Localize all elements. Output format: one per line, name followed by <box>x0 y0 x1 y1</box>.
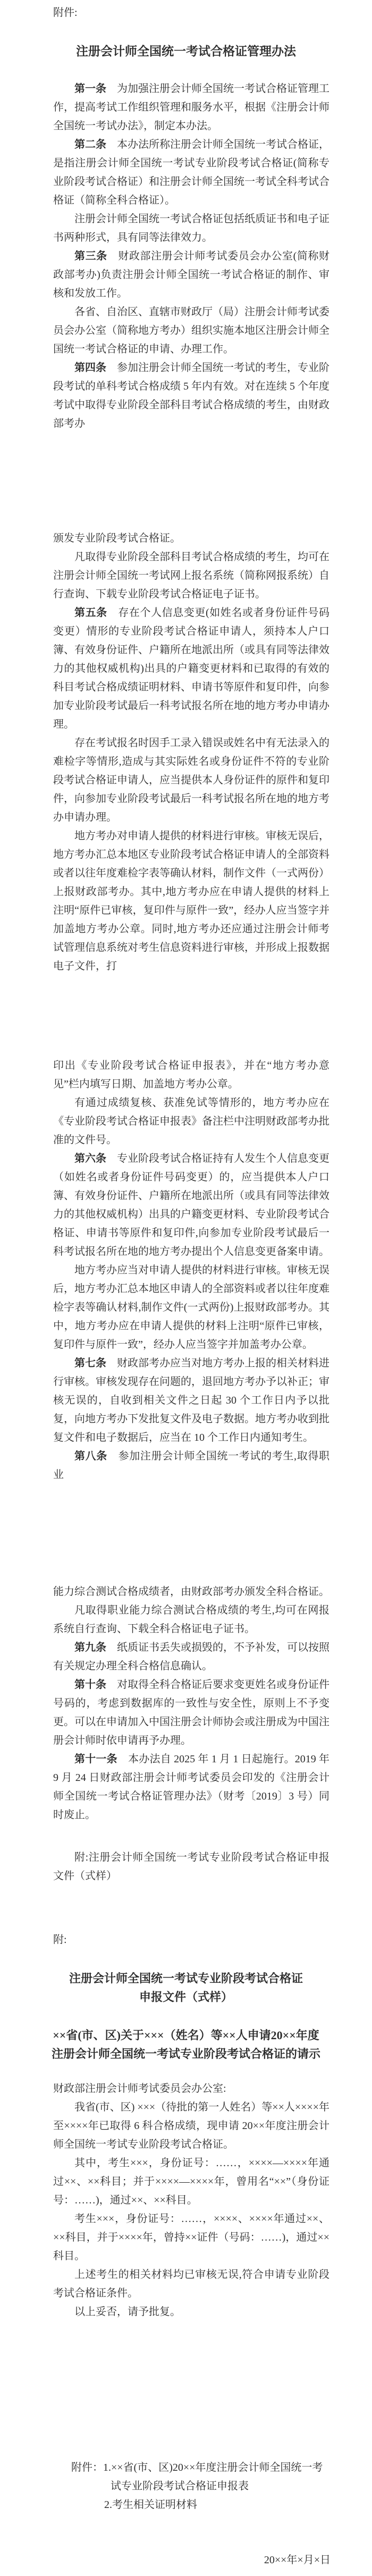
attachment-label: 附件: <box>53 7 78 19</box>
paragraph-text: 各省、自治区、直辖市财政厅（局）注册会计师考试委员会办公室（简称地方考办）组织实施本地区注册会计师全国统一考试合格证的申请、办理工作。 <box>53 306 329 355</box>
sample-title-line1: 注册会计师全国统一考试专业阶段考试合格证 <box>69 1972 303 1985</box>
paragraph-text: 凡取得专业阶段全部科目考试合格成绩的考生，均可在注册会计师全国统一考试网上报名系统（简称网报系统）自行查询、下载专业阶段考试合格证电子证书。 <box>53 551 329 600</box>
article-number-label: 第四条 <box>74 362 117 374</box>
paragraph: 上述考生的相关材料均已审核无误,符合申请专业阶段考试合格证条件。 <box>53 2269 329 2299</box>
article-number-label: 第三条 <box>74 250 119 262</box>
paragraph-text: 参加注册会计师全国统一考试的考生,取得职业 <box>53 1450 330 1481</box>
paragraph <box>53 1261 329 1354</box>
paragraph <box>53 1750 329 1825</box>
paragraph <box>53 210 329 247</box>
paragraph <box>53 1601 329 1638</box>
article-number-label: 第九条 <box>74 1642 117 1653</box>
paragraph-text: 专业阶段考试合格证持有人发生个人信息变更（如姓名或者身份证件号码变更）的，应当提供本人户口簿、有效身份证件、户籍所在地派出所（或具有同等法律效力的其他权威机构）出具的户籍变更材料、专业阶段考试合格证、申请书等原件和复印件,向参加专业阶段考试最后一科考试报名所在地的地方考办提出个人信息变更备案申请。 <box>53 1153 329 1257</box>
sample-attachment-label: 附: <box>53 1934 67 1946</box>
paragraph-text: 财政部考办应当对地方考办上报的相关材料进行审核。审核发现存在问题的，退回地方考办予以补正；审核无误的，自收到相关文件之日起 30 个工作日内予以批复，向地方考办下发批复文件及电子数据。地方考办收到批复文件和电子数据后，应当在 10 个工作日内通知考生。 <box>53 1357 329 1443</box>
paragraph-text: 存在考试报名时因手工录入错误或姓名中有无法录入的难检字等情形,造成与其实际姓名或身份证件不符的专业阶段考试合格证申请人，应当提供本人身份证件的原件和复印件，向参加专业阶段考试最后一科考试报名所在地的地方考办申请办理。 <box>53 737 329 823</box>
paragraph-text: 注册会计师全国统一考试合格证包括纸质证书和电子证书两种形式，具有同等法律效力。 <box>53 213 329 243</box>
regulation-page3 <box>53 1057 329 1484</box>
article-number-label: 第一条 <box>74 83 117 95</box>
article-number-label: 第六条 <box>74 1153 117 1164</box>
paragraph-text: 为加强注册会计师全国统一考试合格证管理工作，提高考试工作组织管理和服务水平，根据《注册会计师全国统一考试办法》，制定本办法。 <box>53 83 329 132</box>
enclosure-item: 附件：1.××省(市、区)20××年度注册会计师全国统一考试专业阶段考试合格证申报表 <box>71 2462 323 2492</box>
paragraph-text: 颁发专业阶段考试合格证。 <box>53 533 181 544</box>
sample-subtitle <box>32 2026 340 2063</box>
salutation: 财政部注册会计师考试委员会办公室: <box>53 2083 226 2094</box>
regulation-page4 <box>53 1583 329 1886</box>
paragraph <box>53 1583 329 1601</box>
paragraph <box>53 1094 329 1150</box>
article-number-label: 第八条 <box>74 1450 119 1462</box>
paragraph: 考生×××，身份证号：……，××××、××××年通过××、××科目，并于××××年，曾持××证件（号码：……)，通过××科目。 <box>53 2213 329 2262</box>
paragraph <box>53 1638 329 1676</box>
paragraph-text: 本办法自 2025 年 1 月 1 日起施行。2019 年 9 月 24 日财政部注册会计师考试委员会印发的《注册会计师全国统一考试合格证管理办法》（财考〔2019〕3 号）同时废止。 <box>53 1753 330 1821</box>
sample-subtitle-line1: ××省(市、区)关于×××（姓名）等××人申请20××年度 <box>53 2029 319 2042</box>
paragraph <box>53 734 329 827</box>
sample-title <box>32 1969 340 2006</box>
paragraph-text: 对取得全科合格证后要求变更姓名或身份证件号码的，考虑到数据库的一致性与安全性，原则上不予变更。可以在申请加入中国注册会计师协会或注册成为中国注册会计师时依申请再予办理。 <box>53 1679 329 1746</box>
paragraph-text: 存在个人信息变更(如姓名或者身份证件号码变更）情形的专业阶段考试合格证申请人，须持本人户口簿、有效身份证件、户籍所在地派出所（或具有同等法律效力的其他权威机构)出具的户籍变更材料和已取得的有效的科目考试合格成绩证明材料、申请书等原件和复印件，向参加专业阶段考试最后一科考试报名所在地的地方考办申请办理。 <box>53 607 329 730</box>
paragraph <box>53 827 329 976</box>
article-number-label: 第五条 <box>74 607 119 619</box>
paragraph-text: 地方考办对申请人提供的材料进行审核。审核无误后，地方考办汇总本地区专业阶段考试合格证申请人的全部资料或者以往年度难检字表等确认材料，制作文件（一式两份）上报财政部考办。其中,地方考办应在申请人提供的材料上注明“原件已审核，复印件与原件一致”，经办人应当签字并加盖地方考办公章。同时,地方考办还应通过注册会计师考试管理信息系统对考生信息资料进行审核，并形成上报数据电子文件，打 <box>53 830 329 972</box>
article-number-label: 第十条 <box>74 1679 117 1691</box>
paragraph <box>53 359 329 433</box>
enclosure-item: 2.考生相关证明材料 <box>104 2499 197 2511</box>
paragraph <box>53 303 329 359</box>
paragraph <box>53 1150 329 1261</box>
paragraph-text: 纸质证书丢失或损毁的，不予补发，可以按照有关规定办理全科合格信息确认。 <box>53 1642 329 1672</box>
paragraph: 我省(市、区) ×××（待批的第一人姓名）等××人××××年至××××年已取得 6 科合格成绩，现申请 20××年度注册会计师全国统一考试专业阶段考试合格证。 <box>53 2101 329 2150</box>
paragraph <box>53 136 329 210</box>
sample-title-line2: 申报文件（式样） <box>139 1990 233 2004</box>
sample-subtitle-line2: 注册会计师全国统一考试专业阶段考试合格证的请示 <box>51 2047 320 2060</box>
paragraph: 其中，考生×××，身份证号：……，××××—××××年通过××、××科目；并于××××—××××年，曾用名“××”（身份证号：……)，通过××、××科目。 <box>53 2157 329 2206</box>
paragraph-text: 本办法所称注册会计师全国统一考试合格证，是指注册会计师全国统一考试专业阶段考试合格证(简称专业阶段考试合格证）和注册会计师全国统一考试全科考试合格证（简称全科合格证）。 <box>53 139 329 206</box>
regulation-page2 <box>53 529 329 976</box>
paragraph <box>53 1676 329 1750</box>
article-number-label: 第二条 <box>74 139 117 150</box>
document-date: 20××年×月×日 <box>264 2554 331 2566</box>
paragraph-text: 凡取得职业能力综合测试合格成绩的考生,均可在网报系统自行查询、下载全科合格证电子证书。 <box>53 1604 329 1635</box>
article-number-label: 第七条 <box>74 1357 117 1369</box>
paragraph: 以上妥否，请予批复。 <box>74 2306 181 2318</box>
paragraph <box>53 247 329 303</box>
paragraph-text: 财政部注册会计师考试委员会办公室(简称财政部考办)负责注册会计师全国统一考试合格证的制作、审核和发放工作。 <box>53 250 329 299</box>
appendix-reference <box>53 1848 329 1886</box>
paragraph-text: 有通过成绩复核、获准免试等情形的，地方考办应在《专业阶段考试合格证申报表》备注栏中注明财政部考办批准的文件号。 <box>53 1097 329 1146</box>
enclosure-list <box>71 2459 329 2514</box>
paragraph <box>53 80 329 136</box>
sample-body <box>53 2080 329 2321</box>
paragraph-text: 能力综合测试合格成绩者，由财政部考办颁发全科合格证。 <box>53 1586 329 1598</box>
paragraph <box>53 1354 329 1447</box>
regulation-title: 注册会计师全国统一考试合格证管理办法 <box>76 45 296 58</box>
paragraph-text: 印出《专业阶段考试合格证申报表》，并在“地方考办意见”栏内填写日期、加盖地方考办公章。 <box>53 1060 329 1090</box>
paragraph <box>53 529 329 548</box>
regulation-page1 <box>53 80 329 433</box>
article-number-label: 第十一条 <box>74 1753 129 1765</box>
paragraph <box>53 1057 329 1094</box>
paragraph-text: 附:注册会计师全国统一考试专业阶段考试合格证申报文件（式样） <box>53 1852 329 1882</box>
paragraph <box>53 1447 329 1484</box>
paragraph <box>53 604 329 734</box>
paragraph-text: 参加注册会计师全国统一考试的考生，专业阶段考试的单科考试合格成绩 5 年内有效。对在连续 5 个年度考试中取得专业阶段全部科目考试合格成绩的考生，由财政部考办 <box>53 362 329 429</box>
paragraph <box>53 548 329 604</box>
paragraph-text: 地方考办应当对申请人提供的材料进行审核。审核无误后，地方考办汇总本地区申请人的全部资料或者以往年度难检字表等确认材料,制作文件(一式两份)上报财政部考办。其中，地方考办应在申请人提供的材料上注明“原件已审核，复印件与原件一致”，经办人应当签字并加盖考办公章。 <box>53 1264 329 1350</box>
